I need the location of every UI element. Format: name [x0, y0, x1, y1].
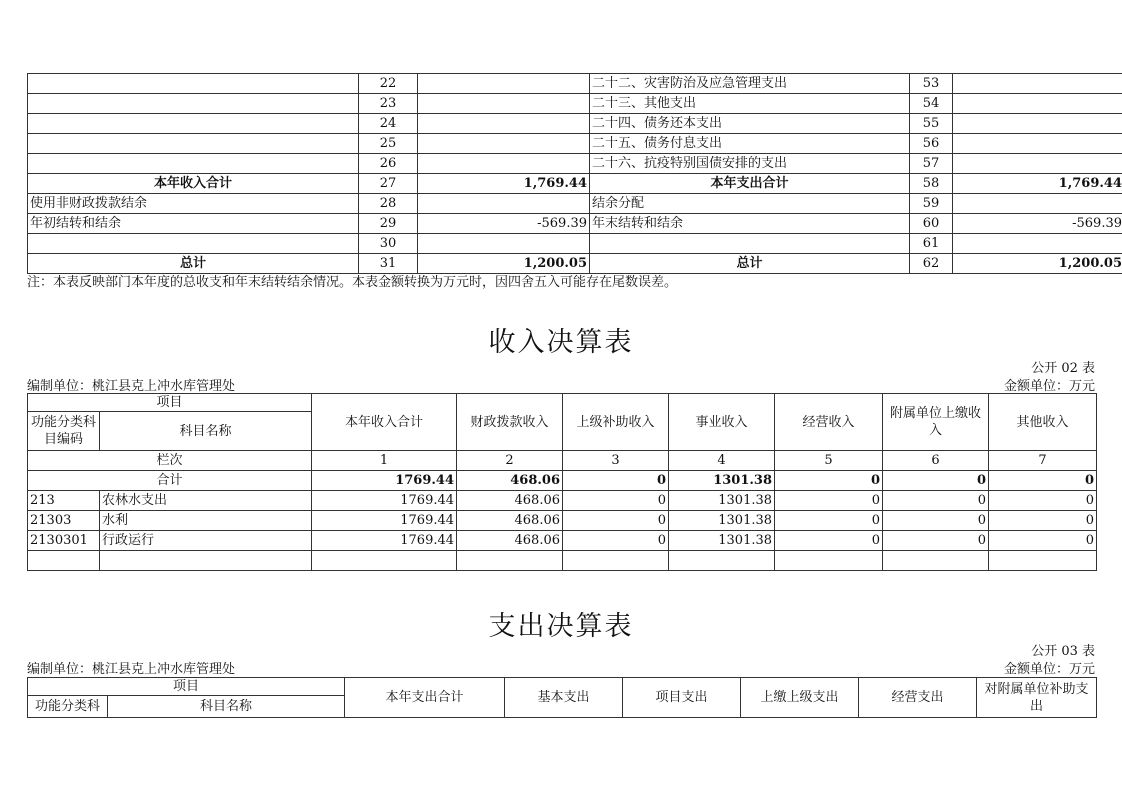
summary-left-no: 23 [359, 94, 418, 114]
income-row [28, 531, 1097, 551]
income-value: 0 [989, 491, 1097, 511]
income-header-superior: 上级补助收入 [563, 394, 669, 451]
summary-left-no: 30 [359, 234, 418, 254]
expense-header-affiliated: 对附属单位补助支出 [977, 678, 1097, 718]
income-value: 0 [883, 511, 989, 531]
summary-left-no: 27 [359, 174, 418, 194]
summary-left-val [418, 234, 590, 254]
summary-right-val [953, 94, 1122, 114]
income-row [28, 511, 1097, 531]
income-value: 1301.38 [669, 511, 775, 531]
income-value: 0 [775, 491, 883, 511]
summary-right-no: 55 [910, 114, 953, 134]
income-sum-value: 0 [775, 471, 883, 491]
summary-left-no: 26 [359, 154, 418, 174]
summary-left-val: 1,200.05 [418, 254, 590, 274]
income-header-total: 本年收入合计 [312, 394, 457, 451]
expense-header-func-code: 功能分类科 [28, 696, 108, 718]
summary-left-no: 28 [359, 194, 418, 214]
summary-left-label [28, 134, 359, 154]
income-func-code: 213 [28, 491, 100, 511]
summary-right-no: 56 [910, 134, 953, 154]
summary-right-no: 54 [910, 94, 953, 114]
summary-left-no: 24 [359, 114, 418, 134]
income-header-func-code: 功能分类科目编码 [28, 412, 100, 451]
summary-row [28, 154, 1122, 174]
col-number: 7 [989, 451, 1097, 471]
summary-left-label: 使用非财政拨款结余 [28, 194, 359, 214]
summary-left-val [418, 194, 590, 214]
income-header-fiscal: 财政拨款收入 [457, 394, 563, 451]
summary-right-val [953, 134, 1122, 154]
income-sum-value: 0 [989, 471, 1097, 491]
income-sum-label: 合计 [28, 471, 312, 491]
income-header-operating: 经营收入 [775, 394, 883, 451]
income-value: 1769.44 [312, 491, 457, 511]
col-number: 2 [457, 451, 563, 471]
expense-unit-label: 编制单位：桃江县克上冲水库管理处 [27, 662, 236, 677]
summary-right-val: -569.39 [953, 214, 1122, 234]
summary-right-no: 62 [910, 254, 953, 274]
expense-table-title: 支出决算表 [488, 611, 634, 642]
summary-row [28, 94, 1122, 114]
income-value: 0 [563, 491, 669, 511]
income-value: 0 [775, 531, 883, 551]
income-sum-value: 0 [883, 471, 989, 491]
income-subject-name: 农林水支出 [100, 491, 312, 511]
income-amount-unit: 金额单位：万元 [1003, 379, 1095, 394]
summary-left-no: 25 [359, 134, 418, 154]
income-subject-name: 水利 [100, 511, 312, 531]
income-value: 0 [775, 511, 883, 531]
income-sum-value: 1769.44 [312, 471, 457, 491]
summary-right-no: 58 [910, 174, 953, 194]
col-number: 3 [563, 451, 669, 471]
summary-left-val [418, 114, 590, 134]
expense-header-total: 本年支出合计 [345, 678, 505, 718]
income-table-title: 收入决算表 [488, 327, 634, 358]
summary-right-val: 1,769.44 [953, 174, 1122, 194]
summary-left-val [418, 74, 590, 94]
income-col-label: 栏次 [28, 451, 312, 471]
summary-right-label: 结余分配 [590, 194, 910, 214]
summary-left-label: 总计 [28, 254, 359, 274]
income-sum-value: 1301.38 [669, 471, 775, 491]
expense-amount-unit: 金额单位：万元 [1003, 662, 1095, 677]
summary-left-val [418, 134, 590, 154]
income-row [28, 491, 1097, 511]
expense-header-item: 项目 [28, 678, 345, 696]
summary-left-label [28, 154, 359, 174]
income-subject-name: 行政运行 [100, 531, 312, 551]
summary-left-val [418, 154, 590, 174]
summary-right-val [953, 154, 1122, 174]
income-empty-row [28, 551, 1097, 571]
summary-right-no: 59 [910, 194, 953, 214]
income-header-subject-name: 科目名称 [100, 412, 312, 451]
summary-left-label: 年初结转和结余 [28, 214, 359, 234]
summary-left-val: 1,769.44 [418, 174, 590, 194]
expense-header-project: 项目支出 [623, 678, 741, 718]
income-table [27, 393, 1097, 571]
income-value: 1301.38 [669, 531, 775, 551]
summary-right-label: 总计 [590, 254, 910, 274]
col-number: 4 [669, 451, 775, 471]
summary-left-no: 29 [359, 214, 418, 234]
summary-right-val [953, 114, 1122, 134]
income-header-item: 项目 [28, 394, 312, 412]
expense-form-no: 公开 03 表 [1031, 644, 1095, 659]
summary-row [28, 114, 1122, 134]
income-sum-value: 468.06 [457, 471, 563, 491]
income-value: 1301.38 [669, 491, 775, 511]
income-header-affiliated: 附属单位上缴收入 [883, 394, 989, 451]
summary-right-no: 53 [910, 74, 953, 94]
summary-row [28, 234, 1122, 254]
income-sum-row [28, 471, 1097, 491]
income-sum-value: 0 [563, 471, 669, 491]
summary-row [28, 74, 1122, 94]
expense-header-subject-name: 科目名称 [108, 696, 345, 718]
income-value: 0 [989, 531, 1097, 551]
summary-right-label: 本年支出合计 [590, 174, 910, 194]
income-value: 468.06 [457, 491, 563, 511]
income-func-code: 21303 [28, 511, 100, 531]
income-value: 0 [563, 511, 669, 531]
summary-right-label: 二十三、其他支出 [590, 94, 910, 114]
summary-left-label: 本年收入合计 [28, 174, 359, 194]
summary-left-label [28, 234, 359, 254]
summary-right-no: 60 [910, 214, 953, 234]
summary-right-val: 1,200.05 [953, 254, 1122, 274]
summary-left-label [28, 94, 359, 114]
income-value: 0 [883, 491, 989, 511]
summary-right-label: 二十六、抗疫特别国债安排的支出 [590, 154, 910, 174]
income-unit-label: 编制单位：桃江县克上冲水库管理处 [27, 379, 236, 394]
income-value: 468.06 [457, 531, 563, 551]
summary-left-val [418, 94, 590, 114]
summary-right-label: 年末结转和结余 [590, 214, 910, 234]
summary-right-label: 二十二、灾害防治及应急管理支出 [590, 74, 910, 94]
expense-header-basic: 基本支出 [505, 678, 623, 718]
expense-header-operating: 经营支出 [859, 678, 977, 718]
income-func-code: 2130301 [28, 531, 100, 551]
income-value: 0 [989, 511, 1097, 531]
summary-row [28, 214, 1122, 234]
summary-row [28, 194, 1122, 214]
income-value: 468.06 [457, 511, 563, 531]
summary-right-no: 61 [910, 234, 953, 254]
summary-row [28, 134, 1122, 154]
summary-right-val [953, 74, 1122, 94]
expense-table [27, 677, 1097, 718]
summary-left-label [28, 114, 359, 134]
col-number: 5 [775, 451, 883, 471]
summary-left-val: -569.39 [418, 214, 590, 234]
summary-left-no: 22 [359, 74, 418, 94]
summary-right-val [953, 194, 1122, 214]
summary-row [28, 174, 1122, 194]
summary-right-no: 57 [910, 154, 953, 174]
summary-note: 注：本表反映部门本年度的总收支和年末结转结余情况。本表金额转换为万元时，因四舍五入可能存在尾数误差。 [27, 275, 678, 290]
income-value: 0 [563, 531, 669, 551]
expense-header-superior: 上缴上级支出 [741, 678, 859, 718]
income-value: 0 [883, 531, 989, 551]
income-value: 1769.44 [312, 531, 457, 551]
income-form-no: 公开 02 表 [1031, 361, 1095, 376]
income-header-other: 其他收入 [989, 394, 1097, 451]
income-col-number-row [28, 451, 1097, 471]
col-number: 6 [883, 451, 989, 471]
summary-right-label: 二十五、债务付息支出 [590, 134, 910, 154]
summary-right-label [590, 234, 910, 254]
col-number: 1 [312, 451, 457, 471]
income-header-business: 事业收入 [669, 394, 775, 451]
summary-right-label: 二十四、债务还本支出 [590, 114, 910, 134]
summary-left-no: 31 [359, 254, 418, 274]
summary-table [27, 73, 1122, 274]
summary-right-val [953, 234, 1122, 254]
income-value: 1769.44 [312, 511, 457, 531]
summary-left-label [28, 74, 359, 94]
